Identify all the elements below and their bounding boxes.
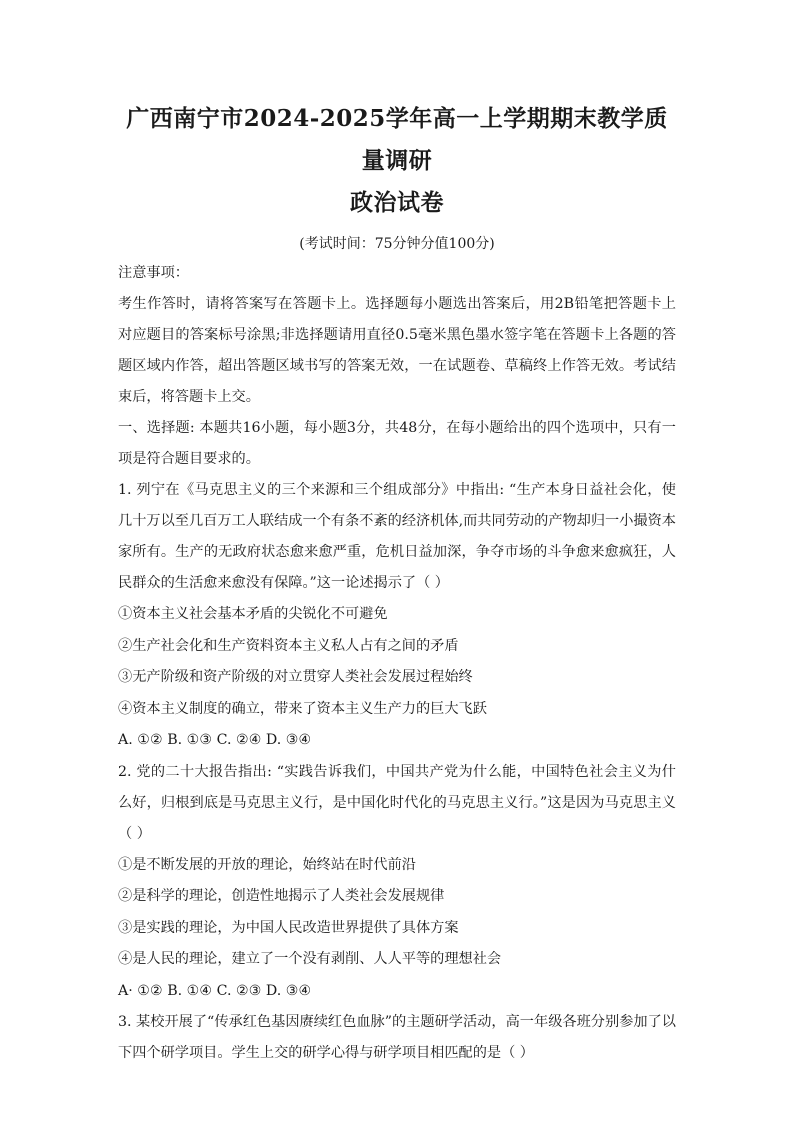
exam-subject: 政治试卷: [350, 189, 444, 216]
option-2: ②生产社会化和生产资料资本主义私人占有之间的矛盾: [118, 637, 459, 654]
question-3: [118, 1007, 676, 1069]
option-3: ③无产阶级和资产阶级的对立贯穿人类社会发展过程始终: [118, 669, 473, 685]
option-2: ②是科学的理论，创造性地揭示了人类社会发展规律: [118, 888, 445, 904]
exam-info: (考试时间：75分钟分值100分): [299, 236, 495, 252]
section-heading: 一、选择题: 本题共16小题，每小题3分，共48分，在每小题给出的四个选项中，只有一项是符合题目要求的。: [118, 420, 676, 467]
question-1: [118, 475, 676, 757]
answer-choices: A. ①② B. ①③ C. ②④ D. ③④: [118, 732, 312, 748]
option-4: ④资本主义制度的确立，带来了资本主义生产力的巨大飞跃: [118, 700, 487, 717]
question-2: [118, 757, 676, 1008]
exam-title: 广西南宁市2024-2025学年高一上学期期末教学质量调研: [126, 105, 668, 174]
answer-choices: A· ①② B. ①④ C. ②③ D. ③④: [118, 982, 312, 999]
option-1: ①是不断发展的开放的理论，始终站在时代前沿: [118, 856, 416, 873]
question-stem: 3. 某校开展了“传承红色基因赓续红色血脉”的主题研学活动，高一年级各班分别参加了以下四个研学项目。学生上交的研学心得与研学项目相匹配的是（ ）: [118, 1014, 676, 1061]
notice-body: 考生作答时，请将答案写在答题卡上。选择题每小题选出答案后，用2B铅笔把答题卡上对应题目的答案标号涂黑;非选择题请用直径0.5毫米黑色墨水签字笔在答题卡上各题的答题区域内作答，超出答题区域书写的答案无效，一在试题卷、草稿终上作答无效。考试结束后，将答题卡上交。: [118, 296, 676, 405]
option-1: ①资本主义社会基本矛盾的尖锐化不可避免: [118, 606, 388, 622]
question-stem: 2. 党的二十大报告指出: “实践告诉我们，中国共产党为什么能，中国特色社会主义为什么好，归根到底是马克思主义行，是中国化时代化的马克思主义行。”这是因为马克思主义（ ）: [118, 763, 676, 842]
question-stem: 1. 列宁在《马克思主义的三个来源和三个组成部分》中指出: “生产本身日益社会化，使几十万以至几百万工人联结成一个有条不紊的经济机体,而共同劳动的产物却归一小撮资本家所有。生产的无政府状态愈来愈严重，危机日益加深，争夺市场的斗争愈来愈疯狂，人民群众的生活愈来愈没有保障。”这一论述揭示了（ ）: [118, 482, 676, 591]
option-3: ③是实践的理论，为中国人民改造世界提供了具体方案: [118, 919, 459, 936]
notice-heading: 注意事项：: [118, 265, 189, 281]
option-4: ④是人民的理论，建立了一个没有剥削、人人平等的理想社会: [118, 951, 502, 967]
